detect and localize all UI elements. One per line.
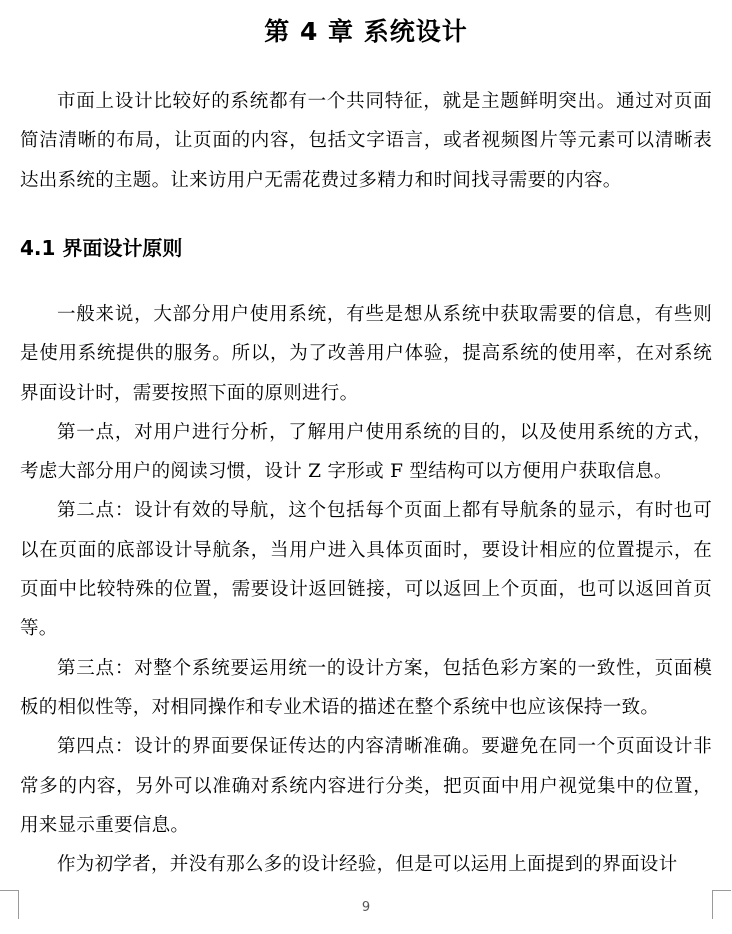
body-paragraph: 第三点：对整个系统要运用统一的设计方案，包括色彩方案的一致性，页面模板的相似性等，对相同操作和专业术语的描述在整个系统中也应该保持一致。 <box>20 657 712 718</box>
body-block <box>20 295 712 884</box>
body-paragraph: 第四点：设计的界面要保证传达的内容清晰准确。要避免在同一个页面设计非常多的内容，另外可以准确对系统内容进行分类，把页面中用户视觉集中的位置，用来显示重要信息。 <box>20 736 712 836</box>
chapter-title: 第 4 章 系统设计 <box>264 17 468 46</box>
body-paragraph: 一般来说，大部分用户使用系统，有些是想从系统中获取需要的信息，有些则是使用系统提供的服务。所以，为了改善用户体验，提高系统的使用率，在对系统界面设计时，需要按照下面的原则进行。 <box>20 304 712 404</box>
page-number: 9 <box>361 900 371 915</box>
intro-paragraph: 市面上设计比较好的系统都有一个共同特征，就是主题鲜明突出。通过对页面简洁清晰的布局，让页面的内容，包括文字语言，或者视频图片等元素可以清晰表达出系统的主题。让来访用户无需花费过多精力和时间找寻需要的内容。 <box>20 91 712 191</box>
body-paragraph: 第一点，对用户进行分析，了解用户使用系统的目的，以及使用系统的方式，考虑大部分用户的阅读习惯，设计 Z 字形或 F 型结构可以方便用户获取信息。 <box>20 421 712 483</box>
body-paragraph: 第二点：设计有效的导航，这个包括每个页面上都有导航条的显示，有时也可以在页面的底部设计导航条，当用户进入具体页面时，要设计相应的位置提示，在页面中比较特殊的位置，需要设计返回链接，可以返回上个页面，也可以返回首页等。 <box>20 500 712 640</box>
section-heading: 4.1 界面设计原则 <box>20 236 183 260</box>
intro-block <box>20 82 712 200</box>
body-paragraph: 作为初学者，并没有那么多的设计经验，但是可以运用上面提到的界面设计 <box>57 854 678 876</box>
